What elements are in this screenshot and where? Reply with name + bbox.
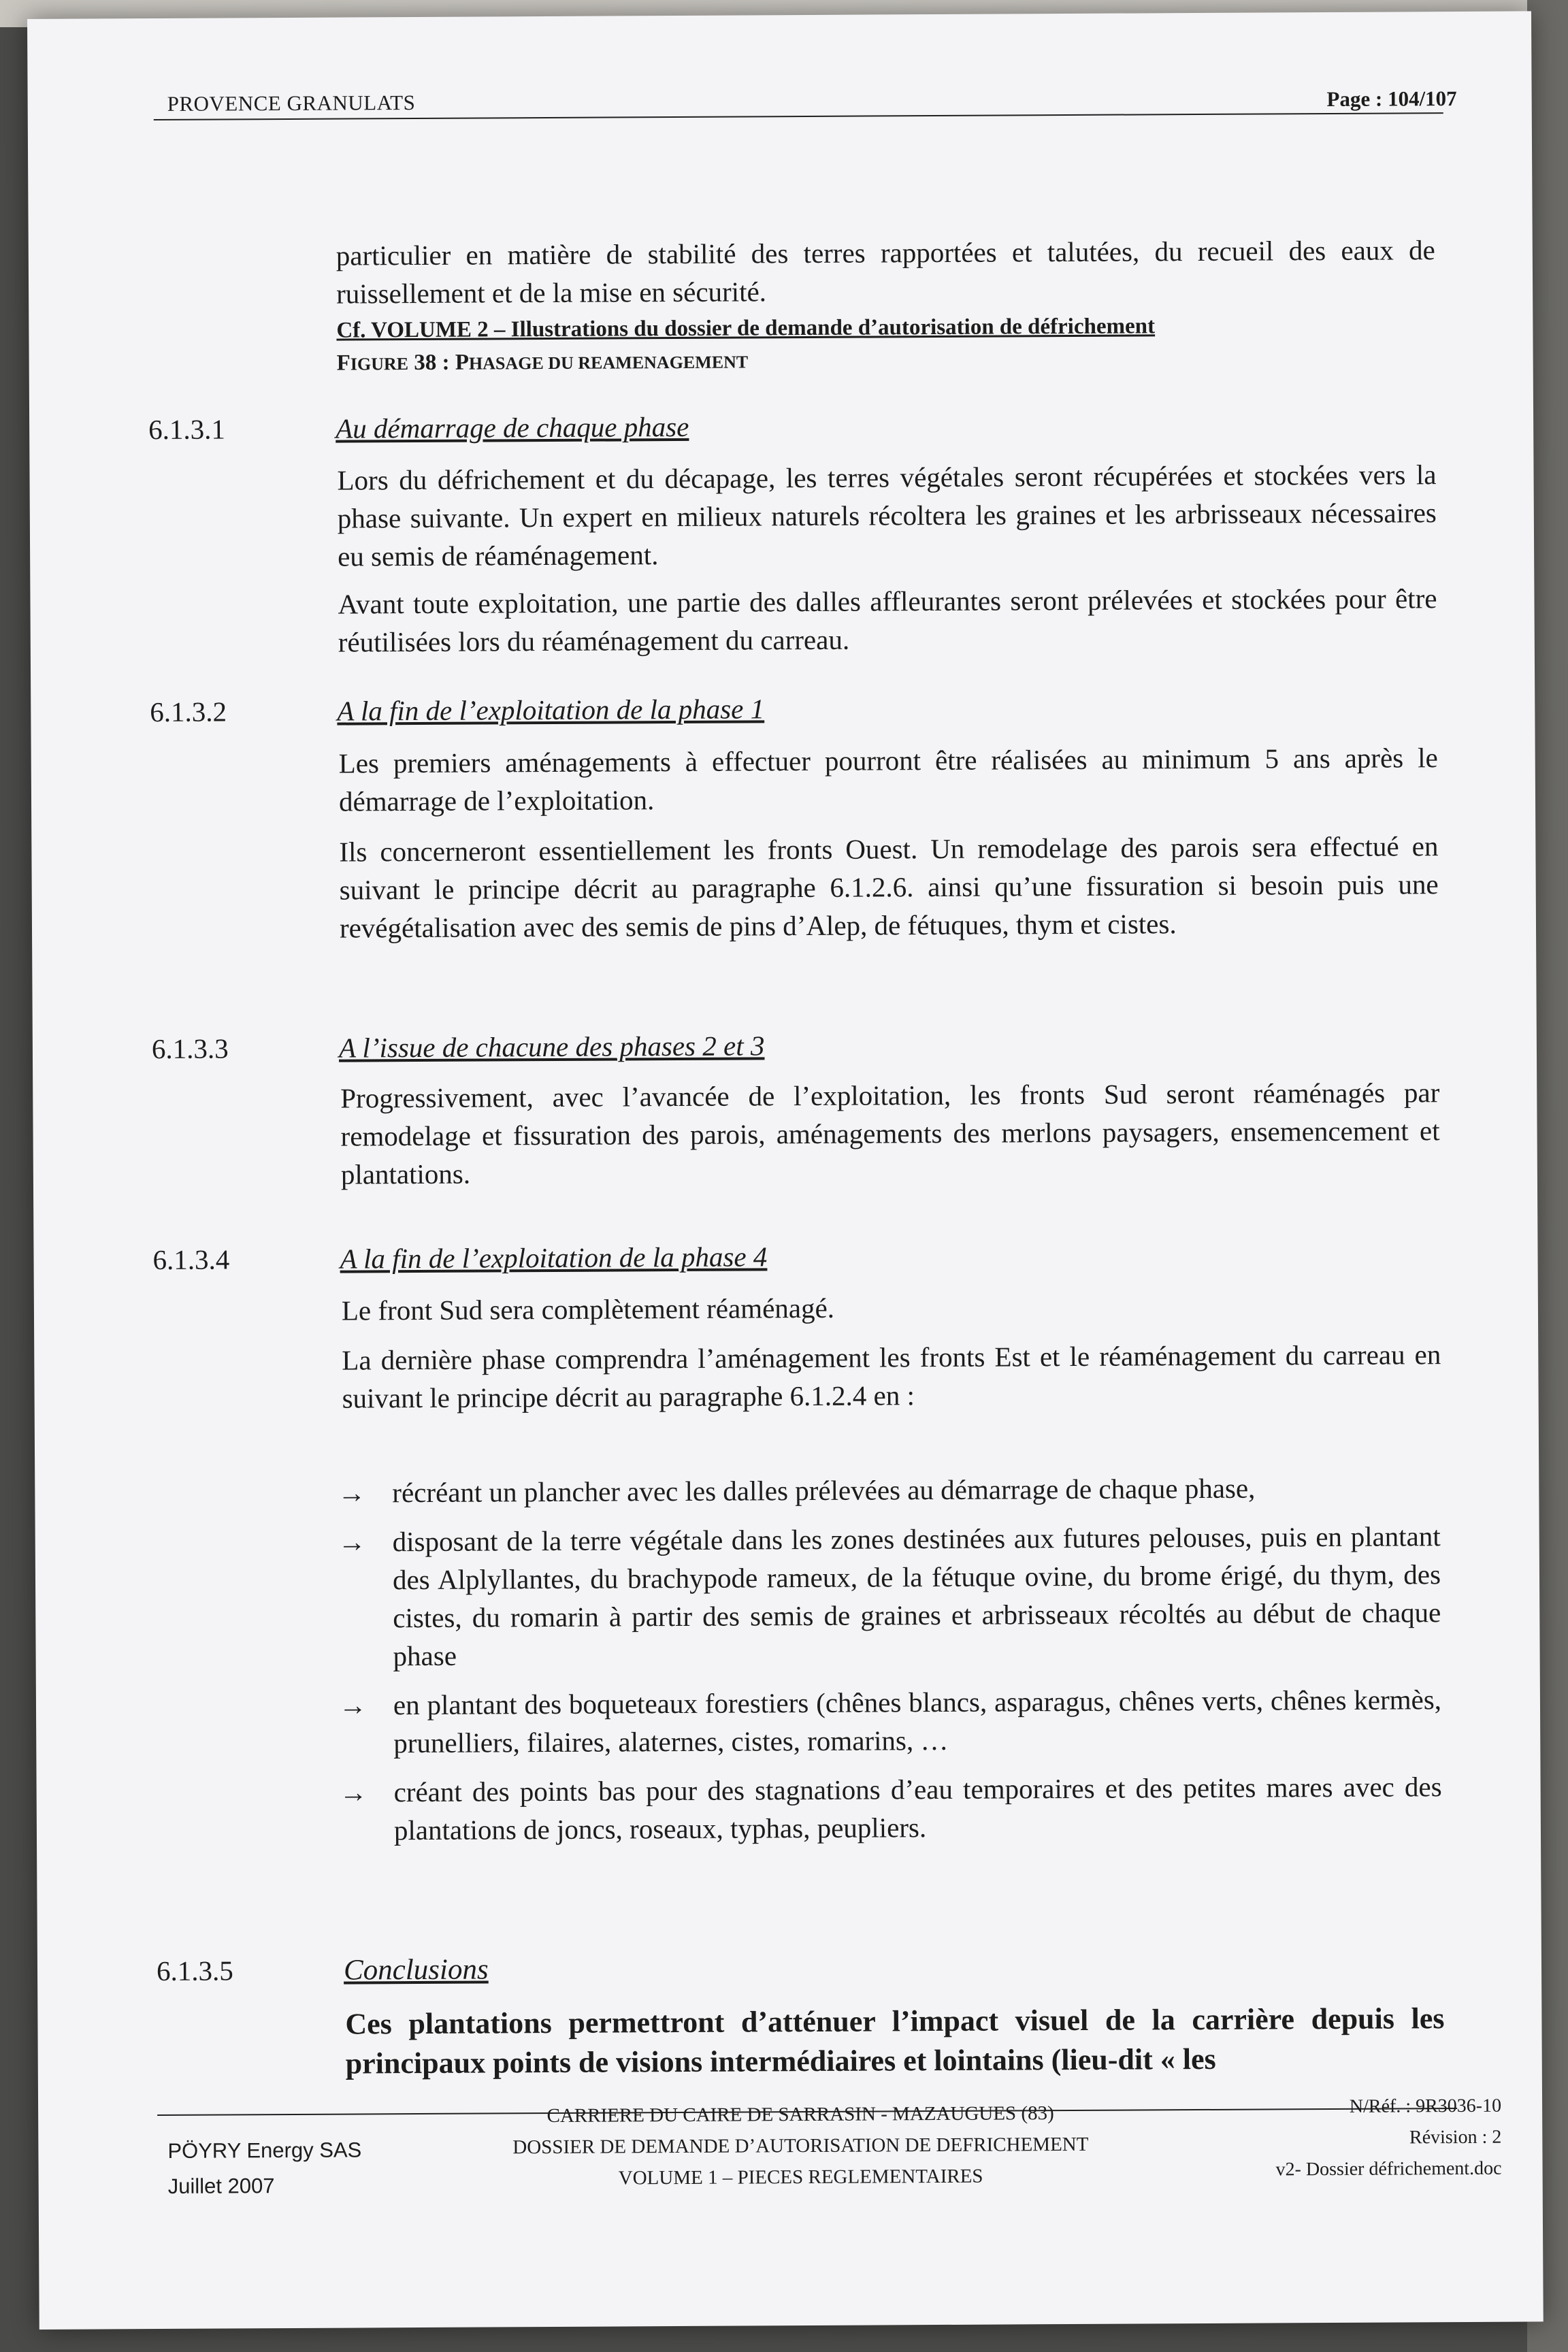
footer-revision: Révision : 2 [1409,2126,1502,2149]
section-paragraph: Avant toute exploitation, une partie des dalles affleurantes seront prélevées et stockées pour être réutilisées lors du réaménagement du carreau. [338,583,1437,658]
footer-center [460,2097,1141,2194]
section-title: Conclusions [343,1953,489,1987]
section-title: A l’issue de chacune des phases 2 et 3 [338,1030,765,1064]
arrow-icon: → [338,1689,368,1721]
section-title: A la fin de l’exploitation de la phase 4 [340,1241,768,1275]
section-paragraph: Progressivement, avec l’avancée de l’exploitation, les fronts Sud seront réaménagés par remodelage et fissuration des parois, aménagements des merlons paysagers, ensemencement et plantations. [340,1077,1440,1190]
section-paragraph: La dernière phase comprendra l’aménagement les fronts Est et le réaménagement du carreau en suivant le principe décrit au paragraphe 6.1.2.4 en : [342,1339,1441,1414]
arrow-icon: → [338,1477,366,1509]
section-paragraph: Les premiers aménagements à effectuer pourront être réalisées au minimum 5 ans après le démarrage de l’exploitation. [338,742,1438,817]
section-title: A la fin de l’exploitation de la phase 1 [337,693,765,727]
list-item: → récréant un plancher avec les dalles prélevées au démarrage de chaque phase, [338,1468,1440,1512]
footer-volume: VOLUME 1 – PIECES REGLEMENTAIRES [618,2165,983,2189]
section-number: 6.1.3.5 [156,1955,233,1987]
footer-project: CARRIERE DU CAIRE DE SARRASIN - MAZAUGUES (83) [546,2102,1054,2127]
section-title: Au démarrage de chaque phase [336,410,689,444]
reference-figure: FIGURE 38 : PHASAGE DU REAMENAGEMENT [336,350,749,376]
footer-dossier: DOSSIER DE DEMANDE D’AUTORISATION DE DEFRICHEMENT [512,2133,1089,2159]
footer-date: Juillet 2007 [167,2174,275,2198]
section-number: 6.1.3.4 [152,1243,230,1276]
intro-paragraph: particulier en matière de stabilité des terres rapportées et talutées, du recueil des eaux de ruissellement et de la mise en sécurité. [336,234,1435,310]
section-paragraph: Ils concerneront essentiellement les fronts Ouest. Un remodelage des parois sera effectué en suivant le principe décrit au paragraphe 6.1.2.6. ainsi qu’une fissuration si besoin puis une revégétalisation avec des semis de pins d’Alep, de fétuques, thym et cistes. [339,830,1439,944]
footer-reference: N/Réf. : 9R3036-10 [1349,2095,1502,2117]
section-number: 6.1.3.3 [151,1032,229,1065]
header-company: PROVENCE GRANULATS [167,91,416,116]
document-page [27,11,1544,2330]
arrow-icon: → [339,1776,368,1808]
list-item: → créant des points bas pour des stagnations d’eau temporaires et des petites mares avec des plantations de joncs, roseaux, typhas, peupliers. [339,1771,1442,1846]
header-page-number: Page : 104/107 [1326,86,1457,112]
bullet-list [338,1468,1442,1860]
footer-left [167,2132,361,2204]
footer-right [1275,2091,1502,2186]
list-item: → en plantant des boqueteaux forestiers (chênes blancs, asparagus, chênes verts, chênes kermès, prunelliers, filaires, alaternes, cistes, romarins, … [338,1684,1442,1759]
section-number: 6.1.3.2 [150,696,227,728]
section-paragraph: Ces plantations permettront d’atténuer l’impact visuel de la carrière depuis les principaux points de visions intermédiaires et lointains (lieu-dit « les [345,2002,1445,2080]
arrow-icon: → [338,1526,366,1558]
reference-volume: Cf. VOLUME 2 – Illustrations du dossier de demande d’autorisation de défrichement [336,314,1156,343]
section-paragraph: Lors du défrichement et du décapage, les terres végétales seront récupérées et stockées vers la phase suivante. Un expert en milieux naturels récoltera les graines et les arbrisseaux nécessaires eu semis de réaménagement. [337,459,1437,572]
footer-company: PÖYRY Energy SAS [167,2138,362,2163]
footer-filename: v2- Dossier défrichement.doc [1275,2157,1502,2180]
section-paragraph: Le front Sud sera complètement réaménagé. [341,1292,835,1326]
section-number: 6.1.3.1 [148,413,226,446]
list-item: → disposant de la terre végétale dans les zones destinées aux futures pelouses, puis en plantant des Alplyllantes, du brachypode rameux, de la fétuque ovine, du brome érigé, du thym, des cistes, du romarin à partir des semis de graines et arbrisseaux récoltés au début de chaque phase [338,1520,1441,1672]
